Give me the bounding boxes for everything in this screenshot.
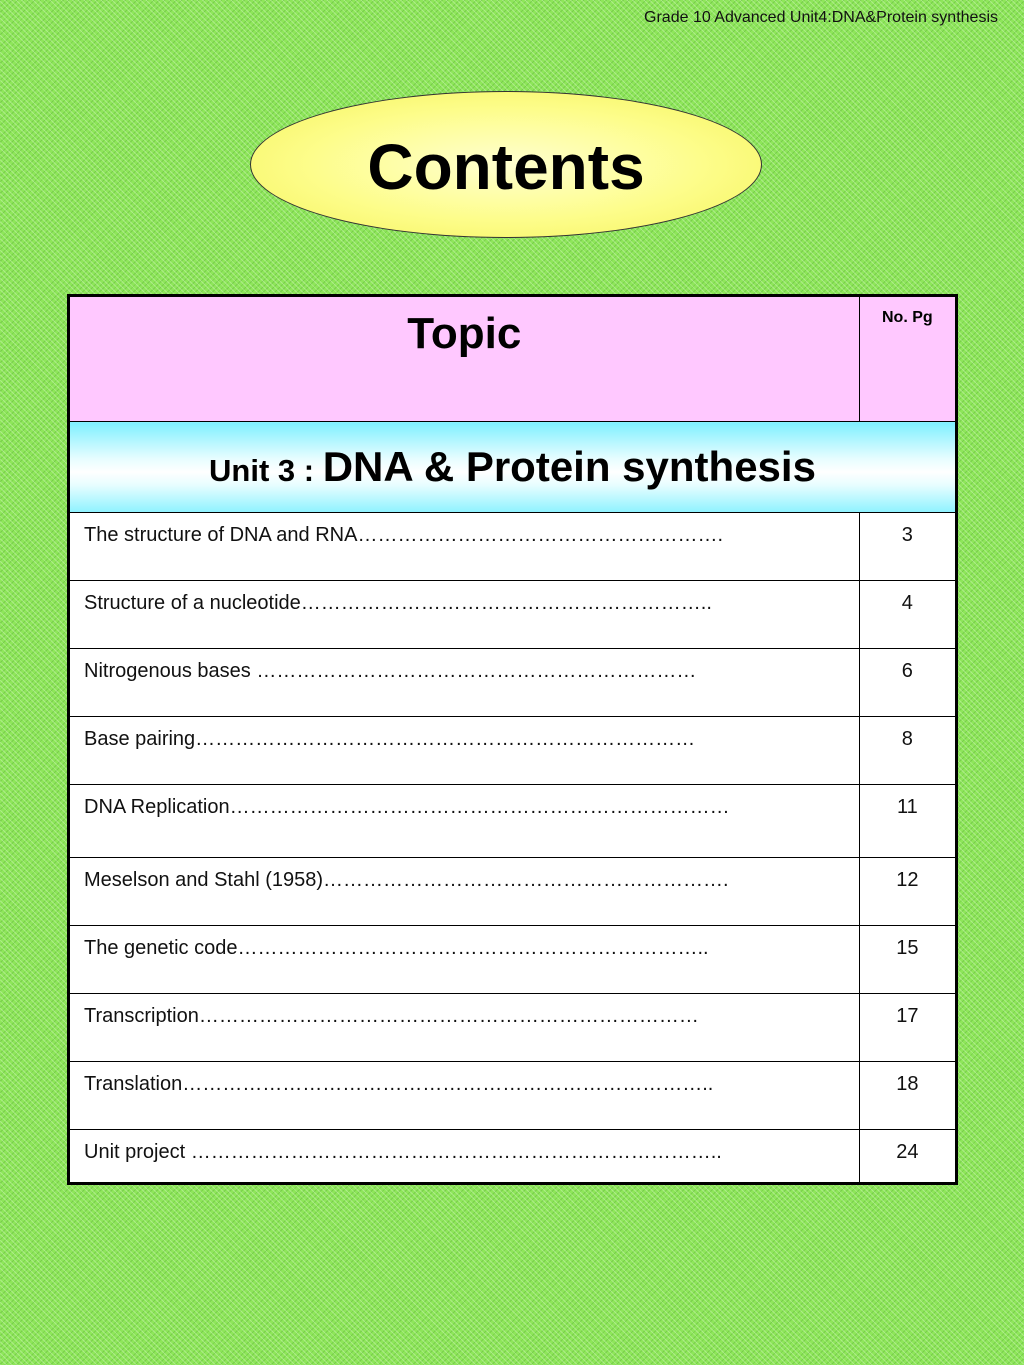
row-topic: Translation……………………………………………………………………..: [69, 1062, 860, 1130]
topic-header: Topic: [69, 296, 860, 422]
row-topic: Meselson and Stahl (1958)…………………………………………………….: [69, 858, 860, 926]
row-page-number: 15: [859, 926, 956, 994]
page-title: Contents: [367, 130, 645, 203]
row-topic: The structure of DNA and RNA……………………………………………….: [69, 513, 860, 581]
table-header-row: [69, 296, 957, 422]
row-topic: Structure of a nucleotide……………………………………………………..: [69, 581, 860, 649]
title-oval: [250, 91, 762, 238]
row-page-number: 12: [859, 858, 956, 926]
row-page-number: 8: [859, 717, 956, 785]
table-row: [69, 785, 957, 858]
unit-name: DNA & Protein synthesis: [322, 443, 816, 490]
unit-row: [69, 422, 957, 513]
unit-heading: [69, 422, 957, 513]
table-row: [69, 858, 957, 926]
row-page-number: 11: [859, 785, 956, 858]
table-row: [69, 1130, 957, 1184]
table-row: [69, 926, 957, 994]
row-page-number: 6: [859, 649, 956, 717]
table-row: [69, 581, 957, 649]
table-row: [69, 994, 957, 1062]
row-topic: Unit project ……………………………………………………………………..: [69, 1130, 860, 1184]
table-row: [69, 649, 957, 717]
row-page-number: 17: [859, 994, 956, 1062]
row-page-number: 24: [859, 1130, 956, 1184]
row-page-number: 18: [859, 1062, 956, 1130]
header-note: Grade 10 Advanced Unit4:DNA&Protein synthesis: [644, 9, 998, 26]
table-row: [69, 1062, 957, 1130]
unit-prefix: Unit 3 :: [209, 453, 323, 488]
row-topic: DNA Replication…………………………………………………………………: [69, 785, 860, 858]
row-page-number: 3: [859, 513, 956, 581]
page-number-header: No. Pg: [859, 296, 956, 422]
contents-table: [67, 294, 958, 1185]
row-topic: Nitrogenous bases …………………………………………………………: [69, 649, 860, 717]
table-row: [69, 717, 957, 785]
row-topic: Base pairing…………………………………………………………………: [69, 717, 860, 785]
row-topic: Transcription…………………………………………………………………: [69, 994, 860, 1062]
table-row: [69, 513, 957, 581]
row-topic: The genetic code……………………………………………………………..: [69, 926, 860, 994]
row-page-number: 4: [859, 581, 956, 649]
